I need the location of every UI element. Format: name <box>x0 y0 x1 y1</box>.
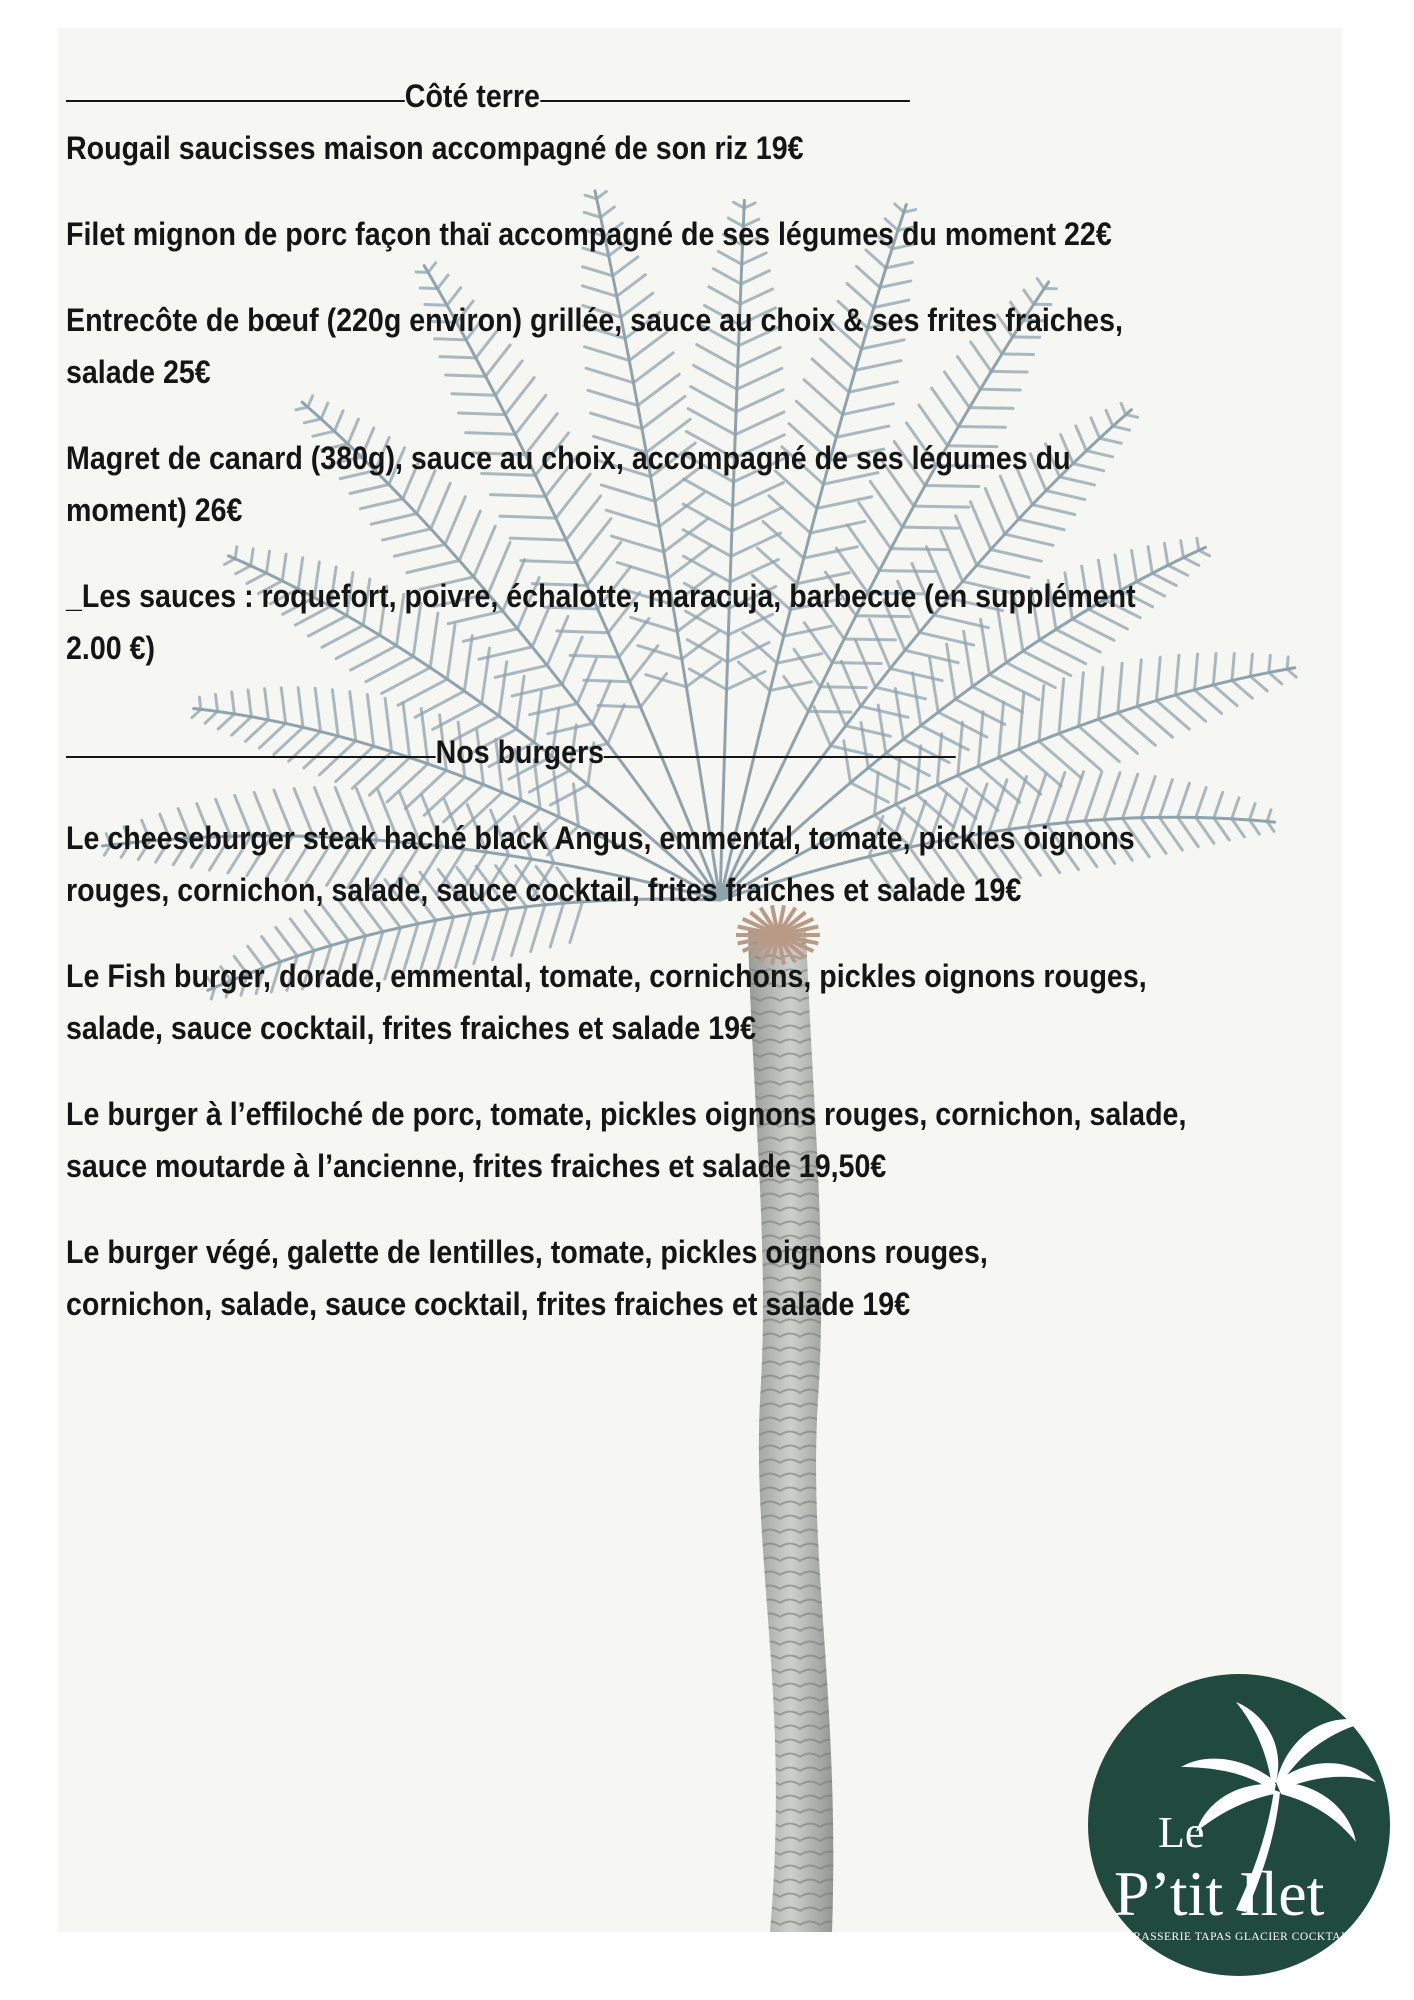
menu-item-rougail: Rougail saucisses maison accompagné de son riz 19€ <box>66 130 804 166</box>
menu-item-cheeseburger: Le cheeseburger steak haché black Angus, emmental, tomate, pickles oignons rouges, cornichon, salade, sauce cocktail, frites fraiches et salade 19€ <box>66 820 1135 908</box>
menu-item-burger-effiloche: Le burger à l’effiloché de porc, tomate, pickles oignons rouges, cornichon, salade, sauce moutarde à l’ancienne, frites fraiches et salade 19,50€ <box>66 1096 1187 1184</box>
menu-item-fish-burger: Le Fish burger, dorade, emmental, tomate, cornichons, pickles oignons rouges, salade, sauce cocktail, frites fraiches et salade 19€ <box>66 958 1147 1046</box>
menu-item-filet-mignon: Filet mignon de porc façon thaï accompagné de ses légumes du moment 22€ <box>66 216 1112 252</box>
logo-tagline: BRASSERIE TAPAS GLACIER COCKTAIL <box>1125 1931 1353 1943</box>
heading-rule-right <box>604 726 956 758</box>
section-heading-burgers <box>66 726 1289 778</box>
section-title-terre: Côté terre <box>404 78 540 114</box>
menu-item-magret: Magret de canard (380g), sauce au choix, accompagné de ses légumes du moment) 26€ <box>66 440 1071 528</box>
brand-logo <box>1086 1672 1392 1978</box>
logo-line2: P’tit Ilet <box>1114 1858 1325 1929</box>
menu-item-sauces: _Les sauces : roquefort, poivre, échalotte, maracuja, barbecue (en supplément 2.00 €) <box>66 578 1136 666</box>
heading-rule-left <box>66 726 436 758</box>
section-heading-terre <box>66 70 1289 122</box>
menu-item-burger-vege: Le burger végé, galette de lentilles, tomate, pickles oignons rouges, cornichon, salade, sauce cocktail, frites fraiches et salade 19€ <box>66 1234 988 1322</box>
section-title-burgers: Nos burgers <box>435 734 605 770</box>
menu-content <box>66 70 1289 1330</box>
logo-line1: Le <box>1158 1808 1205 1857</box>
heading-rule-left <box>66 70 405 102</box>
menu-item-entrecote: Entrecôte de bœuf (220g environ) grillée, sauce au choix & ses frites fraiches, salade 25€ <box>66 302 1123 390</box>
heading-rule-right <box>540 70 910 102</box>
